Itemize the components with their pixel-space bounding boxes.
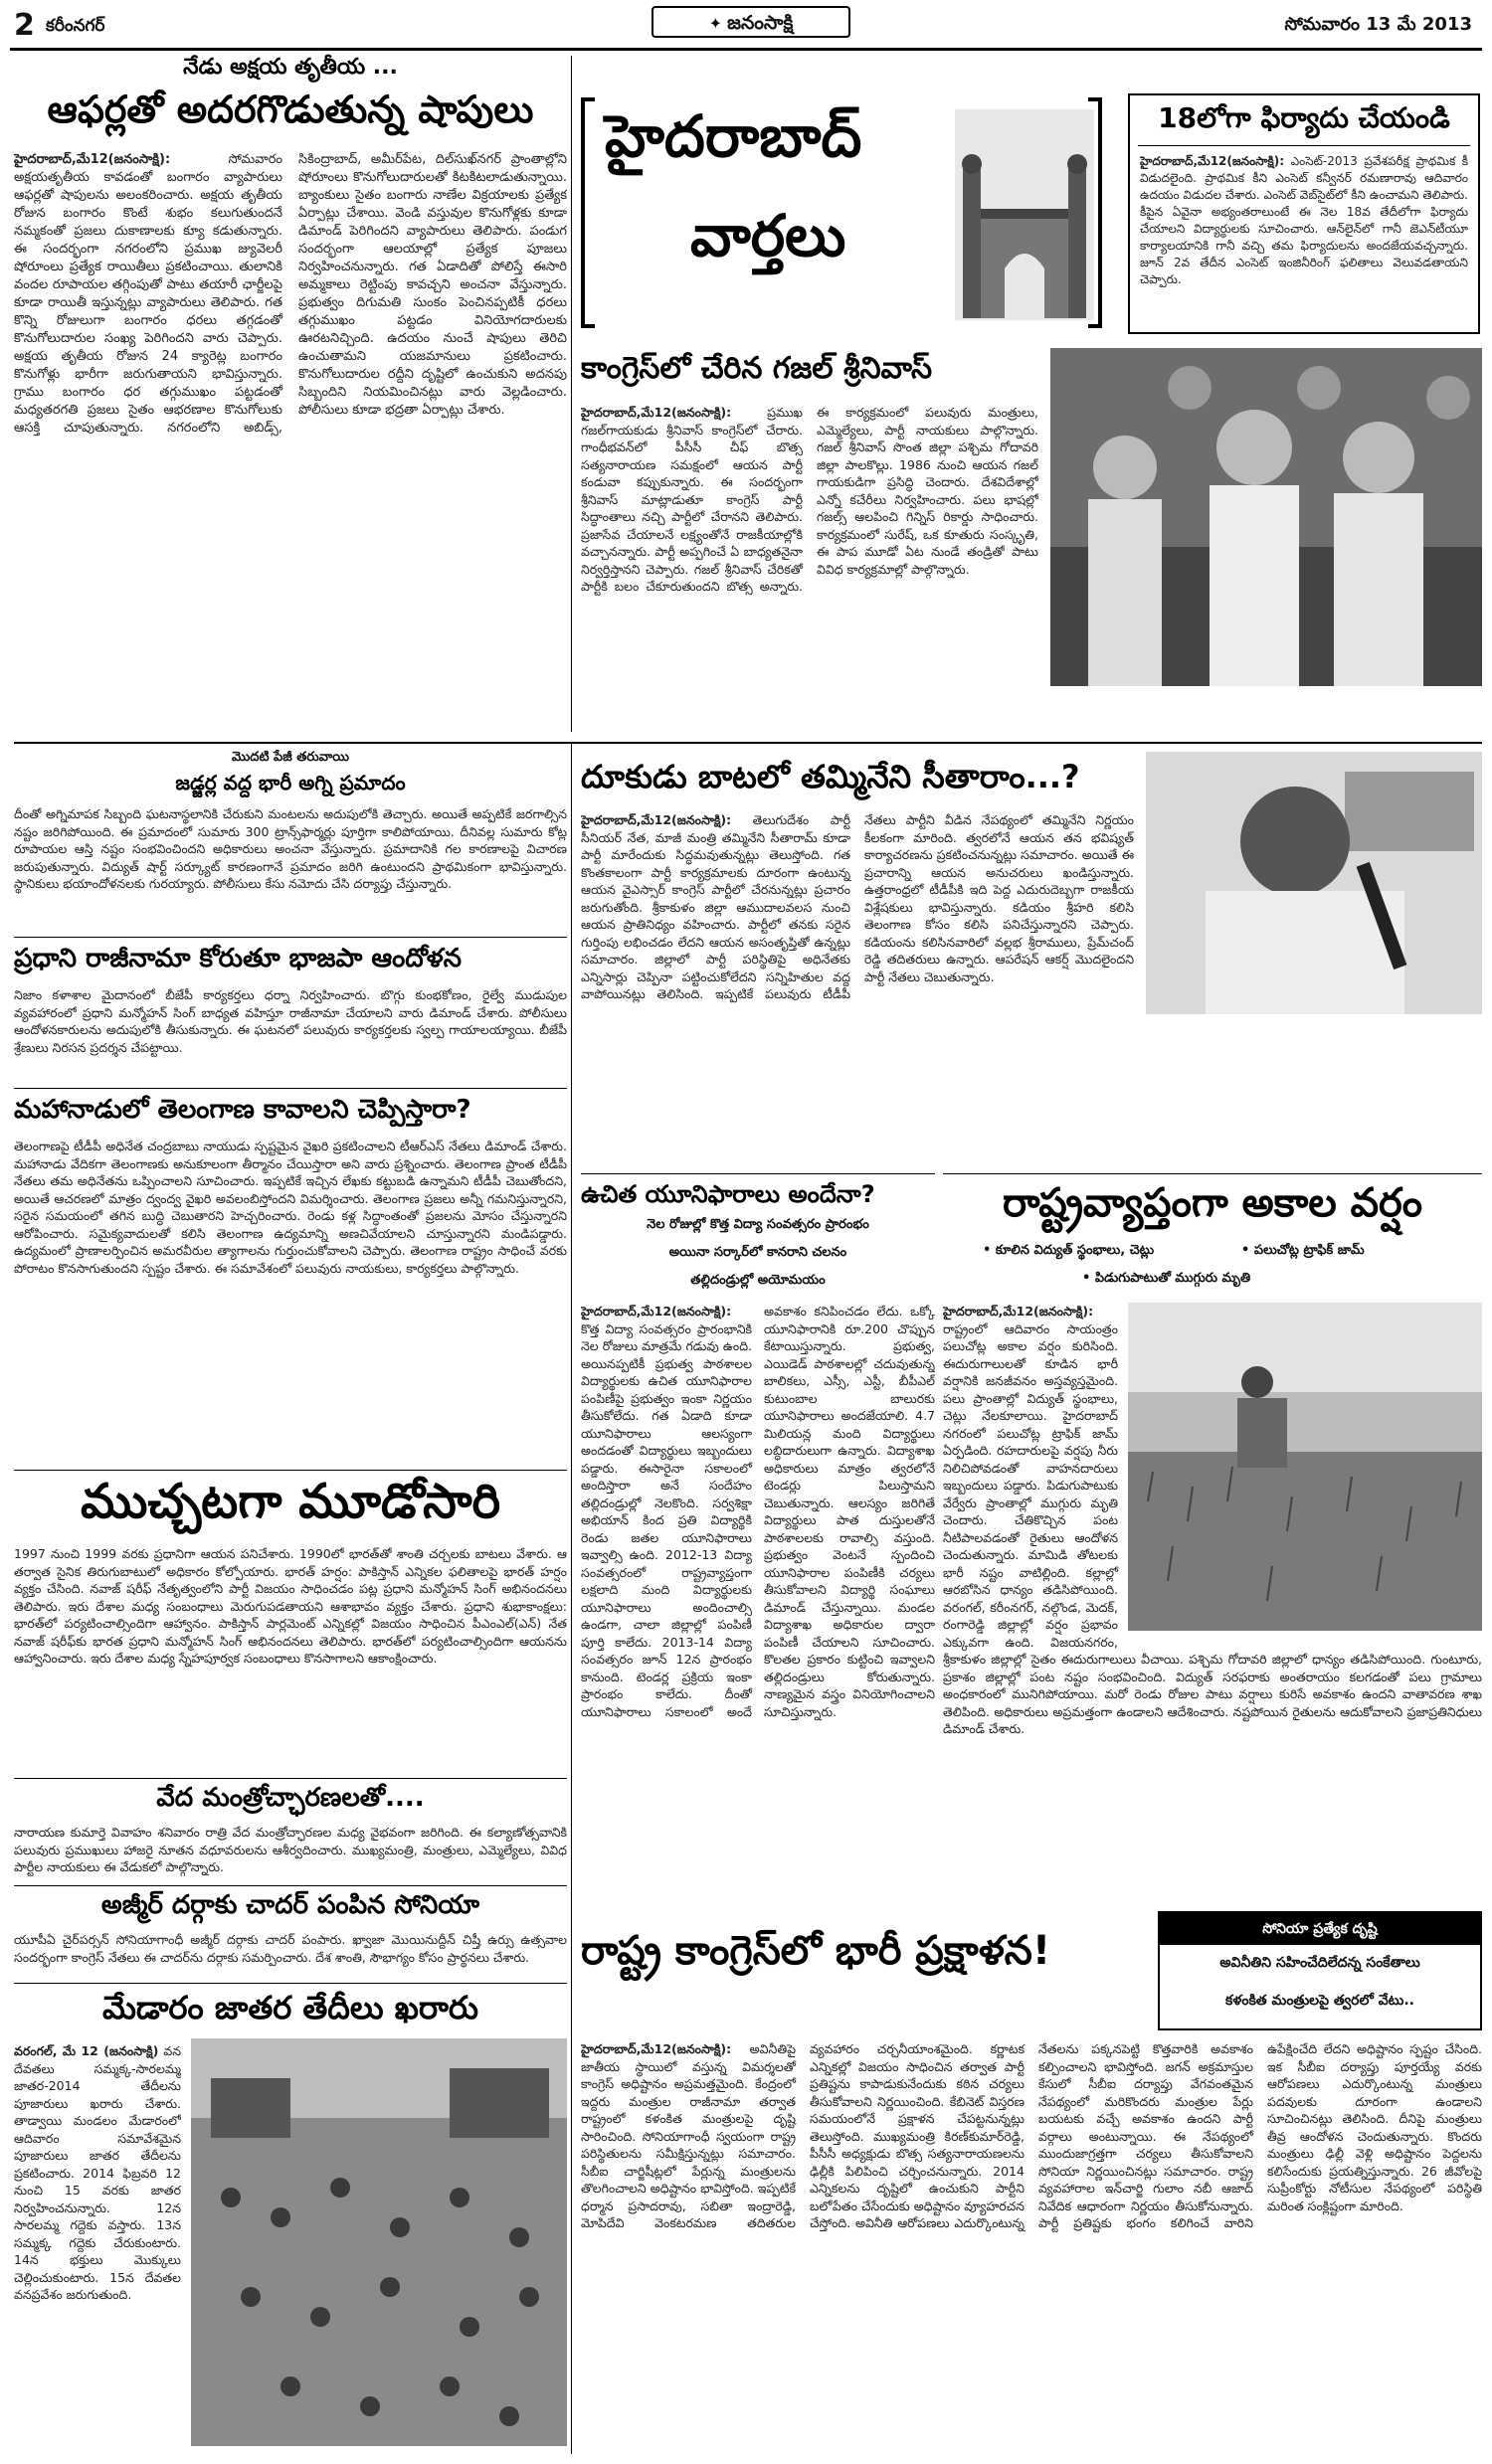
- section-rule: [14, 1778, 567, 1779]
- story-jadcherla-fire: [14, 750, 567, 935]
- medaram-crowd-photo: [191, 2038, 567, 2446]
- story-headline: ప్రధాని రాజీనామా కోరుతూ భాజపా ఆందోళన: [14, 944, 462, 973]
- hyderabad-news-banner: [581, 97, 1106, 332]
- story-kicker: మొదటి పేజీ తరువాయి: [232, 750, 349, 765]
- section-rule: [14, 1088, 567, 1089]
- story-dateline: హైదరాబాద్,మే12(జనంసాక్షి):: [581, 405, 732, 420]
- story-text: వన దేవతలు సమ్మక్క-సారలమ్మ జాతర-2014 తేదీలను పూజారులు ఖరారు చేశారు. తాడ్వాయి మండలం మేడారంలో ఆదివారం సమావేశమైన పూజారులు జాతర తేదీలను ప్రకటించారు. 2014 ఫిబ్రవరి 12 నుంచి 15 వరకు జాతర నిర్వహించనున్నారు. 12న సారలమ్మ గద్దెకు వస్తారు. 13న సమ్మక్క గద్దెకు చేరుకుంటారు. 14న భక్తులు మొక్కులు చెల్లించుకుంటారు. 15న దేవతల వనప్రవేశం జరుగుతుంది.: [14, 2043, 181, 2302]
- story-medaram-jatara: [14, 1983, 567, 2454]
- story-text: ప్రముఖ గజల్‌గాయకుడు శ్రీనివాస్ కాంగ్రెస్‌లో చేరారు. గాంధీభవన్‌లో పీసీసీ చీఫ్ బొత్స సత్యనారాయణ సమక్షంలో ఆయన పార్టీ కండువా కప్పుకున్నారు. ఈ సందర్భంగా శ్రీనివాస్ మాట్లాడుతూ కాంగ్రెస్ పార్టీ సిద్ధాంతాలు నచ్చి పార్టీలో చేరానని తెలిపారు. ప్రజాసేవ చేయాలనే లక్ష్యంతోనే రాజకీయాల్లోకి వచ్చానన్నారు. పార్టీ అప్పగించే ఏ బాధ్యతనైనా నిర్వర్తిస్తానని చెప్పారు. గజల్ శ్రీనివాస్ చేరికతో పార్టీకి బలం చేకూరుతుందని బొత్స అన్నారు. ఈ కార్యక్రమంలో పలువురు మంత్రులు, ఎమ్మెల్యేలు, పార్టీ నాయకులు పాల్గొన్నారు. గజల్ శ్రీనివాస్ సొంత జిల్లా పశ్చిమ గోదావరి జిల్లా పాలకొల్లు. 1986 నుంచి ఆయన గజల్ గాయకుడిగా ప్రసిద్ధి చెందారు. దేశవిదేశాల్లో ఎన్నో కచేరీలు నిర్వహించారు. పలు భాషల్లో గజల్స్ ఆలపించి గిన్నిస్ రికార్డు సాధించారు. కార్యక్రమంలో సురేష్, ఒక కూతురు సంస్కృతి, ఈ పాప మూడో ఏట నుండే తండ్రితో పాటు వివిధ కార్యక్రమాల్లో పాల్గొన్నారు.: [581, 405, 1038, 594]
- story-headline: అజ్మీర్ దర్గాకు చాదర్ పంపిన సోనియా: [100, 1890, 480, 1920]
- story-dateline: వరంగల్, మే 12 (జనంసాక్షి): [14, 2043, 159, 2058]
- photo-caption-continued: [1050, 692, 1482, 728]
- story-body: [943, 1303, 1482, 1905]
- section-rule: [14, 1470, 567, 1471]
- story-headline: దూకుడు బాటలో తమ్మినేని సీతారాం...?: [581, 758, 1080, 795]
- story-headline: మేడారం జాతర తేదీలు ఖరారు: [102, 1989, 478, 2026]
- bullet-icon: •: [983, 1243, 996, 1258]
- banner-line1: హైదరాబాద్: [605, 102, 862, 170]
- story-subhead: నెల రోజుల్లో కొత్త విద్యా సంవత్సరం ప్రారంభం: [647, 1217, 869, 1232]
- story-body: [14, 2042, 181, 2450]
- story-dateline: హైదరాబాద్,మే12(జనంసాక్షి):: [581, 1304, 732, 1319]
- story-congress-cleansing: [581, 1915, 1482, 2454]
- story-body: [581, 2040, 1482, 2450]
- story-headline: 18లోగా ఫిర్యాదు చేయండి: [1158, 101, 1450, 134]
- story-ajmer-chadar: [14, 1885, 567, 1979]
- story-dateline: హైదరాబాద్,మే12(జనంసాక్షి):: [14, 152, 171, 167]
- page-number: 2: [14, 8, 35, 43]
- story-headline: ఉచిత యూనిఫారాలు అందేనా?: [581, 1180, 875, 1208]
- bracket-left: [581, 97, 595, 328]
- box-line: అవినీతిని సహించేదిలేదన్న సంకేతాలు: [1219, 1955, 1420, 1971]
- box-line: కళంకిత మంత్రులపై త్వరలో వేటు..: [1225, 1993, 1414, 2009]
- story-eamcet-key: [1128, 93, 1480, 334]
- story-headline: ఆఫర్లతో అదరగొడుతున్న షాపులు: [47, 88, 534, 131]
- story-bullet: • కూలిన విద్యుత్ స్థంభాలు, చెట్లు: [983, 1243, 1155, 1258]
- story-body: యూపీఏ చైర్‌పర్సన్ సోనియాగాంధీ అజ్మీర్ దర్గాకు చాదర్ పంపారు. ఖ్వాజా మొయినుద్దీన్ చిష్తీ ఉర్సు ఉత్సవాల సందర్భంగా కాంగ్రెస్ నేతలు ఈ చాదర్‌ను దర్గాకు సమర్పించారు. దేశ శాంతి, సౌభాగ్యం కోసం ప్రార్థనలు చేశారు.: [14, 1932, 567, 1965]
- story-body: నారాయణ కుమార్తె వివాహం శనివారం రాత్రి వేద మంత్రోచ్ఛారణల మధ్య వైభవంగా జరిగింది. ఈ కల్యాణోత్సవానికి పలువురు ప్రముఖులు హాజరై నూతన వధూవరులను ఆశీర్వదించారు. ముఖ్యమంత్రి, మంత్రులు, ఎమ్మెల్యేలు, వివిధ పార్టీల నాయకులు ఈ వేడుకలో పాల్గొన్నారు.: [14, 1825, 567, 1874]
- charminar-image: [955, 109, 1094, 320]
- story-body: 1997 నుంచి 1999 వరకు ప్రధానిగా ఆయన పనిచేశారు. 1990లో భారత్‌తో శాంతి చర్చలకు బాటలు వేశారు. ఆ తర్వాత సైనిక తిరుగుబాటులో అధికారం కోల్పోయారు. భారత్ హర్షం: పాకిస్తాన్ ఎన్నికల ఫలితాలపై భారత్ హర్షం వ్యక్తం చేసింది. నవాజ్ షరీఫ్ నేతృత్వంలోని పార్టీ విజయం సాధించడం పట్ల ప్రధాని మన్మోహన్ సింగ్ అభినందనలు తెలిపారు. ఇరు దేశాల మధ్య సంబంధాలు మెరుగుపడతాయని ఆశాభావం వ్యక్తం చేశారు. ప్రధాని శుభాకాంక్షలు: భారత్‌లో పర్యటించాల్సిందిగా ఆహ్వానం. పాకిస్తాన్ పార్లమెంట్ ఎన్నికల్లో విజయం సాధించిన పీఎంఎల్(ఎన్) నేత నవాజ్ షరీఫ్‌కు భారత ప్రధాని మన్మోహన్ సింగ్ అభినందనలు తెలిపారు. భారత్‌లో పర్యటించాల్సిందిగా ఆయనను ఆహ్వానించారు. ఇరు దేశాల మధ్య స్నేహపూర్వక సంబంధాలు కొనసాగాలని ఆకాంక్షించారు.: [14, 1546, 567, 1666]
- rain-photo: [1128, 1303, 1482, 1631]
- tammineni-photo: [1146, 752, 1482, 1014]
- story-dateline: హైదరాబాద్,మే12(జనంసాక్షి):: [581, 2041, 732, 2056]
- logo-text: జనంసాక్షి: [727, 12, 794, 34]
- story-text: కొత్త విద్యా సంవత్సరం ప్రారంభానికి నెల రోజులు మాత్రమే గడువు ఉంది. అయినప్పటికీ ప్రభుత్వ పాఠశాలల విద్యార్థులకు ఉచిత యూనిఫారాల పంపిణీపై ప్రభుత్వం ఇంకా నిర్ణయం తీసుకోలేదు. గత ఏడాది కూడా యూనిఫారాలు ఆలస్యంగా అందడంతో విద్యార్థులు ఇబ్బందులు పడ్డారు. ఈసారైనా సకాలంలో అందిస్తారా అనే సందేహం తల్లిదండ్రుల్లో నెలకొంది. సర్వశిక్షా అభియాన్ కింద ప్రతి విద్యార్థికి రెండు జతల యూనిఫారాలు ఇవ్వాల్సి ఉంది. 2012-13 విద్యా సంవత్సరంలో రాష్ట్రవ్యాప్తంగా లక్షలాది మంది విద్యార్థులకు యూనిఫారాలు అందించాల్సి ఉండగా, చాలా జిల్లాల్లో పంపిణీ పూర్తి కాలేదు. 2013-14 విద్యా సంవత్సరం జూన్ 12న ప్రారంభం కానుంది. టెండర్ల ప్రక్రియ ఇంకా ప్రారంభం కాలేదు. దీంతో యూనిఫారాలు సకాలంలో అందే అవకాశం కనిపించడం లేదు. ఒక్కో యూనిఫారానికి రూ.200 చొప్పున కేటాయిస్తున్నారు. ప్రభుత్వ, ఎయిడెడ్ పాఠశాలల్లో చదువుతున్న బాలికలు, ఎస్సీ, ఎస్టీ, బీపీఎల్ కుటుంబాల బాలురకు యూనిఫారాలు అందజేయాలి. 4.7 మిలియన్ల మంది విద్యార్థులు లబ్ధిదారులుగా ఉన్నారు. విద్యాశాఖ అధికారులు మాత్రం త్వరలోనే టెండర్లు పిలుస్తామని చెబుతున్నారు. ఆలస్యం జరిగితే విద్యార్థులు పాత దుస్తులతోనే పాఠశాలలకు రావాల్సి వస్తుంది. ప్రభుత్వం వెంటనే స్పందించి యూనిఫారాల పంపిణీకి చర్యలు తీసుకోవాలని విద్యార్థి సంఘాలు డిమాండ్ చేస్తున్నాయి. మండల విద్యాశాఖ అధికారుల ద్వారా పంపిణీ చేయాలని సూచించారు. కొలతల ప్రకారం కుట్టించి ఇవ్వాలని తల్లిదండ్రులు కోరుతున్నారు. నాణ్యమైన వస్త్రం వినియోగించాలని సూచిస్తున్నారు.: [581, 1304, 935, 1719]
- section-rule: [943, 1173, 1482, 1174]
- story-headline: మహానాడులో తెలంగాణ కావాలని చెప్పిస్తారా?: [14, 1095, 471, 1125]
- story-bullet: • పిడుగుపాటుతో ముగ్గురు మృతి: [1082, 1271, 1251, 1286]
- bullet-icon: •: [1082, 1271, 1095, 1286]
- story-headline: జడ్జర్ల వద్ద భారీ అగ్ని ప్రమాదం: [175, 771, 406, 794]
- gazal-srinivas-photo: [1050, 348, 1482, 686]
- story-subhead: తల్లిదండ్రుల్లో అయోమయం: [690, 1273, 826, 1288]
- story-wedding: [14, 1778, 567, 1881]
- section-name: కరీంనగర్: [46, 16, 105, 36]
- story-headline: రాష్ట్ర కాంగ్రెస్‌లో భారీ ప్రక్షాళన!: [581, 1928, 1051, 1974]
- issue-date: సోమవారం 13 మే 2013: [1284, 14, 1472, 35]
- bullet-icon: •: [1241, 1243, 1254, 1258]
- story-body: తెలంగాణపై టీడీపీ అధినేత చంద్రబాబు నాయుడు స్పష్టమైన వైఖరి ప్రకటించాలని టీఆర్‌ఎస్ నేతలు డిమాండ్ చేశారు. మహానాడు వేదికగా తెలంగాణకు అనుకూలంగా తీర్మానం చేయిస్తారా అని వారు ప్రశ్నించారు. తెలంగాణ ప్రాంత టీడీపీ నేతలు తమ అధినేతను ఒప్పించాలని సూచించారు. ఇప్పటికే ఇచ్చిన లేఖకు కట్టుబడి ఉన్నామని టీడీపీ చెబుతోందని, అయితే ఆచరణలో మాత్రం ద్వంద్వ వైఖరి అవలంబిస్తోందని విమర్శించారు. తెలంగాణ ప్రజలు అన్నీ గమనిస్తున్నారని, సరైన సమయంలో తగిన బుద్ధి చెబుతారని హెచ్చరించారు. రెండు కళ్ల సిద్ధాంతంతో ప్రజలను మోసం చేస్తున్నారని ఆరోపించారు. సమైక్యవాదులతో కలిసి తెలంగాణ ఉద్యమాన్ని అణచివేయాలని చూస్తున్నారని మండిపడ్డారు. ఉద్యమంలో ప్రాణాలర్పించిన అమరవీరుల త్యాగాలను గుర్తుంచుకోవాలని చెప్పారు. తెలంగాణ రాష్ట్రం సాధించే వరకు పోరాటం కొనసాగుతుందని స్పష్టం చేశారు. ఈ సమావేశంలో పలువురు నాయకులు, కార్యకర్తలు పాల్గొన్నారు.: [14, 1139, 567, 1276]
- story-dateline: హైదరాబాద్,మే12(జనంసాక్షి):: [1140, 154, 1285, 168]
- story-dateline: హైదరాబాద్,మే12(జనంసాక్షి):: [943, 1304, 1094, 1319]
- banner-line2: వార్తలు: [690, 202, 846, 269]
- logo-icon: ✦: [708, 14, 728, 33]
- story-text: ఎంసెట్-2013 ప్రవేశపరీక్ష ప్రాథమిక కీ విడుదలైంది. ప్రాథమిక కీని ఎంసెట్ కన్వీనర్ రమణారావు ఆదివారం ఉదయం విడుదల చేశారు. ఎంసెట్ వెబ్‌సైట్‌లో కీని ఉంచామని తెలిపారు. కీపైన ఏవైనా అభ్యంతరాలుంటే ఈ నెల 18వ తేదీలోగా ఫిర్యాదు చేయాలని విద్యార్థులకు సూచించారు. ఆన్‌లైన్‌లో గానీ జెఎన్‌టీయూ కార్యాలయానికి గానీ వచ్చి తమ ఫిర్యాదులను అందజేయవచ్చన్నారు. జూన్ 2వ తేదీన ఎంసెట్ ఇంజినీరింగ్ ఫలితాలు వెలువడతాయని చెప్పారు.: [1140, 154, 1468, 286]
- section-rule: [581, 1173, 935, 1174]
- story-text: అవినీతిపై జాతీయ స్థాయిలో వస్తున్న విమర్శలతో కాంగ్రెస్ అధిష్టానం అప్రమత్తమైంది. కేంద్రంలో ఇద్దరు మంత్రుల రాజీనామా తర్వాత రాష్ట్రంలో కళంకిత మంత్రులపై దృష్టి సారించింది. సోనియాగాంధీ స్వయంగా రాష్ట్ర పరిస్థితులను సమీక్షిస్తున్నట్లు సమాచారం. సీబీఐ చార్జిషీట్లలో పేర్లున్న మంత్రులను తొలగించాలని అధిష్టానం భావిస్తోంది. ఇప్పటికే ధర్మాన ప్రసాదరావు, సబితా ఇంద్రారెడ్డి, మోపిదేవి వెంకటరమణ తదితరుల వ్యవహారం చర్చనీయాంశమైంది. కర్ణాటక ఎన్నికల్లో విజయం సాధించిన తర్వాత పార్టీ ప్రతిష్టను కాపాడుకునేందుకు కఠిన చర్యలు తీసుకోవాలని నిర్ణయించింది. కేబినెట్ విస్తరణ సమయంలోనే ప్రక్షాళన చేపట్టనున్నట్లు తెలుస్తోంది. ముఖ్యమంత్రి కిరణ్‌కుమార్‌రెడ్డి, పీసీసీ అధ్యక్షుడు బొత్స సత్యనారాయణలను ఢిల్లీకి పిలిపించి చర్చించనున్నారు. 2014 ఎన్నికలను దృష్టిలో ఉంచుకుని పార్టీని బలోపేతం చేసేందుకు అధిష్టానం వ్యూహరచన చేస్తోంది. అవినీతి ఆరోపణలు ఎదుర్కొంటున్న నేతలను పక్కనపెట్టి కొత్తవారికి అవకాశం కల్పించాలని భావిస్తోంది. జగన్ అక్రమాస్తుల కేసులో సీబీఐ దర్యాప్తు వేగవంతమైన నేపథ్యంలో మరికొందరు మంత్రుల పేర్లు బయటకు వచ్చే అవకాశం ఉందని పార్టీ వర్గాలు అంటున్నాయి. ఈ నేపథ్యంలో ముందుజాగ్రత్తగా చర్యలు తీసుకోవాలని సోనియా నిర్ణయించినట్లు సమాచారం. రాష్ట్ర వ్యవహారాల ఇన్‌చార్జి గులాం నబీ ఆజాద్ నివేదిక ఆధారంగా నిర్ణయం తీసుకోనున్నారు. పార్టీ ప్రతిష్టకు భంగం కలిగించే వారిని ఉపేక్షించేది లేదని అధిష్టానం స్పష్టం చేసింది. ఇక సీబీఐ దర్యాప్తు పూర్తయ్యే వరకు ఆరోపణలు ఎదుర్కొంటున్న మంత్రులు పదవులకు దూరంగా ఉండాలని సూచించినట్లు తెలిసింది. దీనిపై మంత్రులు తీవ్ర ఆందోళన చెందుతున్నారు. కొందరు మంత్రులు ఢిల్లీ వెళ్లి అధిష్టానం పెద్దలను కలిసేందుకు ప్రయత్నిస్తున్నారు. 26 జీవోలపై సుప్రీంకోర్టు నోటీసుల నేపథ్యంలో పరిస్థితి మరింత సంక్లిష్టంగా మారింది.: [581, 2041, 1482, 2230]
- story-text: రాష్ట్రంలో ఆదివారం సాయంత్రం పలుచోట్ల అకాల వర్షం కురిసింది. ఈదురుగాలులతో కూడిన భారీ వర్షానికి జనజీవనం అస్తవ్యస్తమైంది. పలు ప్రాంతాల్లో విద్యుత్ స్థంభాలు, చెట్లు నేలకూలాయి. హైదరాబాద్ నగరంలో పలుచోట్ల ట్రాఫిక్ జామ్ ఏర్పడింది. రహదారులపై వర్షపు నీరు నిలిచిపోవడంతో వాహనదారులు ఇబ్బందులు పడ్డారు. పిడుగుపాటుకు వేర్వేరు ప్రాంతాల్లో ముగ్గురు మృతి చెందారు. చేతికొచ్చిన పంట నీటిపాలవడంతో రైతులు ఆందోళన చెందుతున్నారు. మామిడి తోటలకు భారీ నష్టం వాటిల్లింది. కల్లాల్లో ఆరబోసిన ధాన్యం తడిసిపోయింది. వరంగల్, కరీంనగర్, నల్గొండ, మెదక్, రంగారెడ్డి జిల్లాల్లో వర్షం ప్రభావం ఎక్కువగా ఉంది. విజయనగరం, శ్రీకాకుళం జిల్లాల్లో సైతం ఈదురుగాలులు వీచాయి. పశ్చిమ గోదావరి జిల్లాలో ధాన్యం తడిసిపోయింది. గుంటూరు, ప్రకాశం జిల్లాల్లో పంట నష్టం సంభవించింది. విద్యుత్ సరఫరాకు అంతరాయం కలగడంతో పలు గ్రామాలు అంధకారంలో మునిగిపోయాయి. మరో రెండు రోజుల పాటు వర్షాలు కురిసే అవకాశం ఉందని వాతావరణ శాఖ తెలిపింది. అధికారులు అప్రమత్తంగా ఉండాలని ఆదేశించారు. నష్టపోయిన రైతులను ఆదుకోవాలని ప్రజాప్రతినిధులు డిమాండ్ చేశారు.: [943, 1320, 1482, 1736]
- story-body: [14, 151, 567, 728]
- section-rule: [14, 1885, 567, 1886]
- story-body: [1140, 153, 1468, 328]
- story-headline: కాంగ్రెస్‌లో చేరిన గజల్ శ్రీనివాస్: [581, 351, 933, 386]
- story-bullet: • పలుచోట్ల ట్రాఫిక్ జామ్: [1241, 1243, 1365, 1258]
- story-kicker: నేడు అక్షయ తృతీయ ...: [183, 55, 398, 80]
- section-rule: [14, 1983, 567, 1984]
- story-akshaya-tritiya: [14, 56, 567, 730]
- story-body: దీంతో అగ్నిమాపక సిబ్బంది ఘటనాస్థలానికి చేరుకుని మంటలను అదుపులోకి తెచ్చారు. అయితే అప్పటికే జరగాల్సిన నష్టం జరిగిపోయింది. ఈ ప్రమాదంలో సుమారు 300 ట్రాన్స్‌ఫార్మర్లు పూర్తిగా కాలిపోయాయి. దీనివల్ల సుమారు కోట్ల రూపాయల ఆస్తి నష్టం సంభవించిందని అధికారులు అంచనా వేస్తున్నారు. ప్రమాదానికి గల కారణాలపై విచారణ జరుపుతున్నారు. విద్యుత్ షార్ట్ సర్క్యూట్ కారణంగానే ప్రమాదం జరిగి ఉంటుందని ప్రాథమికంగా భావిస్తున్నారు. స్థానికులు భయాందోళనలకు గురయ్యారు. పోలీసులు కేసు నమోదు చేసి దర్యాప్తు చేస్తున్నారు.: [14, 806, 567, 891]
- story-mahanadu-telangana: [14, 1088, 567, 1466]
- story-subhead: అయినా సర్కార్‌లో కానరాని చలనం: [668, 1245, 847, 1260]
- masthead: [0, 0, 1492, 48]
- story-gazal-srinivas: [581, 348, 1482, 742]
- story-headline: రాష్ట్రవ్యాప్తంగా అకాల వర్షం: [1002, 1180, 1423, 1226]
- story-nawaz-sharif: [14, 1470, 567, 1774]
- column-divider: [571, 56, 572, 732]
- masthead-logo: [652, 6, 850, 38]
- story-body: [581, 404, 1038, 726]
- story-bjp-protest: [14, 937, 567, 1086]
- story-unseasonal-rain: [943, 1173, 1482, 1909]
- story-headline: ముచ్చటగా మూడోసారి: [80, 1474, 501, 1529]
- section-rule: [14, 742, 1482, 744]
- story-text: తెలుగుదేశం పార్టీ సీనియర్ నేత, మాజీ మంత్రి తమ్మినేని సీతారామ్ కూడా పార్టీ మారేందుకు సిద్ధమవుతున్నట్లు తెలుస్తోంది. గత కొంతకాలంగా పార్టీ కార్యక్రమాలకు దూరంగా ఉంటున్న ఆయన వైఎస్సార్ కాంగ్రెస్ పార్టీలో చేరనున్నట్లు ప్రచారం జరుగుతోంది. శ్రీకాకుళం జిల్లా ఆముదాలవలస నుంచి ఆయన ప్రాతినిధ్యం వహించారు. పార్టీలో తనకు సరైన గుర్తింపు లభించడం లేదని ఆయన అసంతృప్తితో ఉన్నట్లు సమాచారం. జిల్లాలో పార్టీ పరిస్థితిపై అధినేతకు ఎన్నిసార్లు చెప్పినా పట్టించుకోలేదని సన్నిహితుల వద్ద వాపోయినట్లు తెలిసింది. ఇప్పటికే పలువురు టీడీపీ నేతలు పార్టీని వీడిన నేపథ్యంలో తమ్మినేని నిర్ణయం కీలకంగా మారింది. త్వరలోనే ఆయన తన భవిష్యత్ కార్యాచరణను ప్రకటించనున్నట్లు సమాచారం. అయితే ఈ ప్రచారాన్ని ఆయన అనుచరులు ఖండిస్తున్నారు. ఉత్తరాంధ్రలో టీడీపీకి ఇది పెద్ద ఎదురుదెబ్బగా రాజకీయ విశ్లేషకులు భావిస్తున్నారు. కడియం శ్రీహరి కలిసి తెలంగాణ కోసం కలిసి పనిచేస్తున్నారని చెప్పారు. కడియంను కలిసినవారిలో వల్లభ శ్రీరాములు, ప్రేమ్‌చంద్ రెడ్డి తదితరులు ఉన్నారు. ఆపరేషన్ ఆకర్ష్ మొదలైందని పార్టీ నేతలు చెబుతున్నారు.: [581, 812, 1134, 1001]
- story-dateline: హైదరాబాద్,మే12(జనంసాక్షి):: [581, 812, 732, 827]
- story-body: నిజాం కళాశాల మైదానంలో బీజేపీ కార్యకర్తలు ధర్నా నిర్వహించారు. బొగ్గు కుంభకోణం, రైల్వే ముడుపుల వ్యవహారంలో ప్రధాని మన్మోహన్ సింగ్ బాధ్యత వహిస్తూ రాజీనామా చేయాలని వారు డిమాండ్ చేశారు. పోలీసులు ఆందోళనకారులను అదుపులోకి తీసుకున్నారు. ఈ ఘటనలో పలువురు కార్యకర్తలకు స్వల్ప గాయాలయ్యాయి. బీజేపీ శ్రేణులు నిరసన ప్రదర్శన చేపట్టాయి.: [14, 987, 567, 1055]
- story-tammineni: [581, 752, 1482, 1169]
- headline-rule: [1138, 145, 1470, 146]
- story-text: సోమవారం అక్షయతృతీయ కావడంతో బంగారం వ్యాపారులు ఆఫర్లతో షాపులను అలంకరించారు. అక్షయ తృతీయ రోజున బంగారం కొంటే శుభం కలుగుతుందనే నమ్మకంతో ప్రజలు దుకాణాలకు క్యూ కడుతున్నారు. ఈ సందర్భంగా నగరంలోని ప్రముఖ జ్యువెలరీ షోరూంలు ప్రత్యేక రాయితీలు ప్రకటించాయి. తులానికి వందల రూపాయల తగ్గింపుతో పాటు తయారీ ఛార్జీలపై కూడా రాయితీ ఇస్తున్నట్లు వ్యాపారులు తెలిపారు. గత కొన్ని రోజులుగా బంగారం ధరలు తగ్గడంతో కొనుగోలుదారుల సంఖ్య పెరిగిందని వారు చెప్పారు. అక్షయ తృతీయ రోజున 24 క్యారెట్ల బంగారం కొనుగోళ్లు భారీగా జరుగుతాయని భావిస్తున్నారు. గ్రాము బంగారం ధర తగ్గుముఖం పట్టడంతో మధ్యతరగతి ప్రజలు సైతం ఆభరణాల కొనుగోలుకు ఆసక్తి చూపుతున్నారు. నగరంలోని అబిడ్స్, సికింద్రాబాద్, అమీర్‌పేట, దిల్‌సుఖ్‌నగర్ ప్రాంతాల్లోని షోరూంలు కొనుగోలుదారులతో కిటకిటలాడుతున్నాయి. బ్యాంకులు సైతం బంగారు నాణేల విక్రయాలకు ప్రత్యేక ఏర్పాట్లు చేశాయి. వెండి వస్తువుల కొనుగోళ్లకు కూడా డిమాండ్ పెరిగిందని వ్యాపారులు తెలిపారు. పండుగ సందర్భంగా ఆలయాల్లో ప్రత్యేక పూజలు నిర్వహించనున్నారు. గత ఏడాదితో పోలిస్తే ఈసారి అమ్మకాలు రెట్టింపు కావచ్చని అంచనా వేస్తున్నారు. ప్రభుత్వం దిగుమతి సుంకం పెంచినప్పటికీ ధరలు తగ్గుముఖం పట్టడం వినియోగదారులకు ఊరటనిచ్చింది. ఉదయం నుంచే షాపులు తెరిచి ఉంచుతామని యజమానులు ప్రకటించారు. కొనుగోలుదారుల రద్దీని దృష్టిలో ఉంచుకుని అదనపు సిబ్బందిని నియమించినట్లు వారు వెల్లడించారు. పోలీసులు కూడా భద్రతా ఏర్పాట్లు చేశారు.: [14, 152, 567, 436]
- story-body: [581, 811, 1134, 1165]
- box-title: సోనియా ప్రత్యేక దృష్టి: [1160, 1913, 1480, 1945]
- section-rule: [14, 937, 567, 938]
- masthead-rule: [10, 48, 1482, 51]
- story-headline: వేద మంత్రోచ్ఛారణలతో....: [156, 1783, 425, 1813]
- column-divider: [571, 744, 572, 2454]
